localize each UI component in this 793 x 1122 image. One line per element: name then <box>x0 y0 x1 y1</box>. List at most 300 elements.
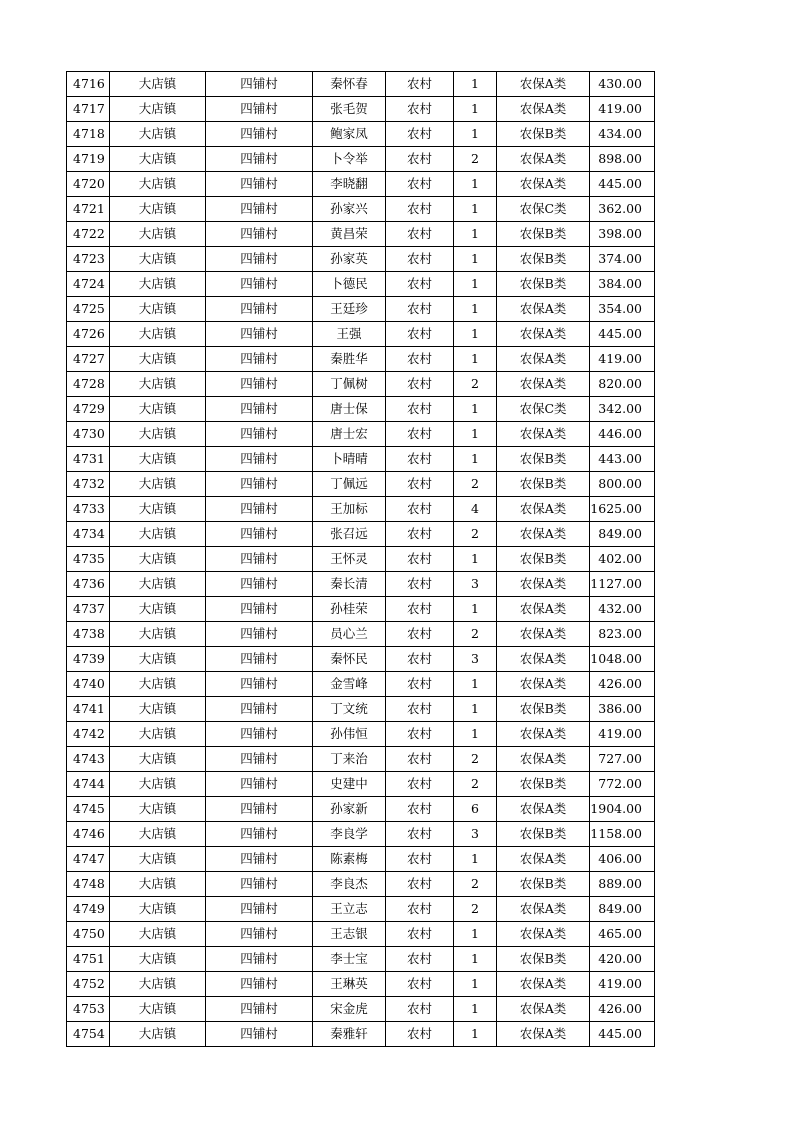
cell-name: 秦怀民 <box>313 647 386 672</box>
cell-row-number: 4728 <box>67 372 110 397</box>
cell-household-size: 2 <box>454 472 497 497</box>
cell-insurance-class: 农保B类 <box>497 472 590 497</box>
cell-name: 张召远 <box>313 522 386 547</box>
cell-amount: 849.00 <box>590 522 655 547</box>
roster-table <box>66 71 655 1047</box>
table-row <box>67 97 655 122</box>
cell-insurance-class: 农保A类 <box>497 72 590 97</box>
cell-row-number: 4737 <box>67 597 110 622</box>
cell-village: 四铺村 <box>206 547 313 572</box>
cell-area-type: 农村 <box>386 297 454 322</box>
cell-insurance-class: 农保A类 <box>497 922 590 947</box>
cell-town: 大店镇 <box>110 472 206 497</box>
cell-village: 四铺村 <box>206 147 313 172</box>
cell-row-number: 4726 <box>67 322 110 347</box>
cell-name: 丁来治 <box>313 747 386 772</box>
table-row <box>67 472 655 497</box>
cell-town: 大店镇 <box>110 172 206 197</box>
cell-town: 大店镇 <box>110 672 206 697</box>
cell-row-number: 4746 <box>67 822 110 847</box>
cell-amount: 772.00 <box>590 772 655 797</box>
cell-amount: 800.00 <box>590 472 655 497</box>
cell-village: 四铺村 <box>206 747 313 772</box>
cell-area-type: 农村 <box>386 422 454 447</box>
cell-insurance-class: 农保A类 <box>497 847 590 872</box>
cell-insurance-class: 农保C类 <box>497 197 590 222</box>
cell-village: 四铺村 <box>206 347 313 372</box>
cell-town: 大店镇 <box>110 997 206 1022</box>
cell-town: 大店镇 <box>110 772 206 797</box>
cell-area-type: 农村 <box>386 172 454 197</box>
cell-row-number: 4751 <box>67 947 110 972</box>
cell-village: 四铺村 <box>206 947 313 972</box>
cell-household-size: 6 <box>454 797 497 822</box>
cell-amount: 342.00 <box>590 397 655 422</box>
cell-row-number: 4735 <box>67 547 110 572</box>
cell-insurance-class: 农保A类 <box>497 997 590 1022</box>
cell-village: 四铺村 <box>206 372 313 397</box>
cell-name: 李良杰 <box>313 872 386 897</box>
cell-name: 丁佩远 <box>313 472 386 497</box>
cell-area-type: 农村 <box>386 947 454 972</box>
cell-amount: 434.00 <box>590 122 655 147</box>
cell-name: 陈素梅 <box>313 847 386 872</box>
cell-name: 宋金虎 <box>313 997 386 1022</box>
cell-name: 丁佩树 <box>313 372 386 397</box>
cell-insurance-class: 农保B类 <box>497 447 590 472</box>
cell-amount: 426.00 <box>590 997 655 1022</box>
cell-village: 四铺村 <box>206 447 313 472</box>
cell-household-size: 3 <box>454 647 497 672</box>
cell-town: 大店镇 <box>110 322 206 347</box>
cell-row-number: 4741 <box>67 697 110 722</box>
table-row <box>67 622 655 647</box>
cell-insurance-class: 农保A类 <box>497 147 590 172</box>
cell-area-type: 农村 <box>386 122 454 147</box>
cell-town: 大店镇 <box>110 822 206 847</box>
cell-name: 唐士宏 <box>313 422 386 447</box>
cell-name: 孙桂荣 <box>313 597 386 622</box>
cell-row-number: 4736 <box>67 572 110 597</box>
cell-insurance-class: 农保B类 <box>497 947 590 972</box>
cell-area-type: 农村 <box>386 997 454 1022</box>
table-row <box>67 972 655 997</box>
cell-town: 大店镇 <box>110 947 206 972</box>
cell-row-number: 4739 <box>67 647 110 672</box>
cell-household-size: 1 <box>454 947 497 972</box>
cell-row-number: 4747 <box>67 847 110 872</box>
cell-row-number: 4725 <box>67 297 110 322</box>
cell-amount: 362.00 <box>590 197 655 222</box>
table-row <box>67 372 655 397</box>
cell-village: 四铺村 <box>206 772 313 797</box>
cell-household-size: 2 <box>454 147 497 172</box>
table-row <box>67 397 655 422</box>
cell-household-size: 3 <box>454 572 497 597</box>
cell-insurance-class: 农保A类 <box>497 172 590 197</box>
cell-amount: 402.00 <box>590 547 655 572</box>
cell-town: 大店镇 <box>110 872 206 897</box>
cell-village: 四铺村 <box>206 397 313 422</box>
cell-village: 四铺村 <box>206 597 313 622</box>
cell-town: 大店镇 <box>110 647 206 672</box>
cell-insurance-class: 农保B类 <box>497 772 590 797</box>
cell-household-size: 1 <box>454 222 497 247</box>
cell-town: 大店镇 <box>110 297 206 322</box>
cell-name: 王琳英 <box>313 972 386 997</box>
cell-row-number: 4717 <box>67 97 110 122</box>
table-row <box>67 722 655 747</box>
cell-insurance-class: 农保A类 <box>497 672 590 697</box>
cell-insurance-class: 农保A类 <box>497 647 590 672</box>
cell-village: 四铺村 <box>206 322 313 347</box>
table-row <box>67 647 655 672</box>
cell-area-type: 农村 <box>386 272 454 297</box>
cell-household-size: 1 <box>454 997 497 1022</box>
cell-row-number: 4727 <box>67 347 110 372</box>
cell-village: 四铺村 <box>206 297 313 322</box>
cell-amount: 443.00 <box>590 447 655 472</box>
cell-village: 四铺村 <box>206 247 313 272</box>
cell-amount: 354.00 <box>590 297 655 322</box>
cell-row-number: 4730 <box>67 422 110 447</box>
cell-amount: 386.00 <box>590 697 655 722</box>
cell-row-number: 4740 <box>67 672 110 697</box>
cell-amount: 465.00 <box>590 922 655 947</box>
table-row <box>67 272 655 297</box>
cell-insurance-class: 农保B类 <box>497 872 590 897</box>
cell-insurance-class: 农保B类 <box>497 822 590 847</box>
roster-table-body <box>67 72 655 1047</box>
cell-insurance-class: 农保A类 <box>497 1022 590 1047</box>
cell-town: 大店镇 <box>110 972 206 997</box>
cell-village: 四铺村 <box>206 172 313 197</box>
cell-household-size: 3 <box>454 822 497 847</box>
cell-household-size: 1 <box>454 672 497 697</box>
cell-area-type: 农村 <box>386 147 454 172</box>
table-row <box>67 997 655 1022</box>
cell-town: 大店镇 <box>110 922 206 947</box>
cell-household-size: 2 <box>454 772 497 797</box>
cell-row-number: 4752 <box>67 972 110 997</box>
cell-town: 大店镇 <box>110 497 206 522</box>
table-row <box>67 672 655 697</box>
cell-insurance-class: 农保A类 <box>497 522 590 547</box>
cell-amount: 398.00 <box>590 222 655 247</box>
cell-household-size: 2 <box>454 747 497 772</box>
table-row <box>67 1022 655 1047</box>
cell-town: 大店镇 <box>110 372 206 397</box>
cell-area-type: 农村 <box>386 447 454 472</box>
cell-insurance-class: 农保B类 <box>497 122 590 147</box>
cell-insurance-class: 农保B类 <box>497 697 590 722</box>
cell-household-size: 1 <box>454 347 497 372</box>
cell-town: 大店镇 <box>110 347 206 372</box>
cell-town: 大店镇 <box>110 272 206 297</box>
cell-town: 大店镇 <box>110 447 206 472</box>
table-row <box>67 922 655 947</box>
cell-insurance-class: 农保B类 <box>497 272 590 297</box>
cell-row-number: 4716 <box>67 72 110 97</box>
cell-insurance-class: 农保A类 <box>497 347 590 372</box>
cell-household-size: 1 <box>454 197 497 222</box>
cell-insurance-class: 农保A类 <box>497 972 590 997</box>
cell-household-size: 1 <box>454 722 497 747</box>
cell-village: 四铺村 <box>206 997 313 1022</box>
table-row <box>67 72 655 97</box>
cell-insurance-class: 农保A类 <box>497 747 590 772</box>
cell-row-number: 4720 <box>67 172 110 197</box>
cell-town: 大店镇 <box>110 122 206 147</box>
cell-household-size: 2 <box>454 372 497 397</box>
cell-village: 四铺村 <box>206 472 313 497</box>
cell-village: 四铺村 <box>206 822 313 847</box>
table-row <box>67 847 655 872</box>
cell-town: 大店镇 <box>110 197 206 222</box>
cell-village: 四铺村 <box>206 197 313 222</box>
cell-name: 鲍家凤 <box>313 122 386 147</box>
table-row <box>67 247 655 272</box>
cell-amount: 1048.00 <box>590 647 655 672</box>
cell-village: 四铺村 <box>206 522 313 547</box>
cell-name: 卜晴晴 <box>313 447 386 472</box>
cell-area-type: 农村 <box>386 922 454 947</box>
cell-town: 大店镇 <box>110 847 206 872</box>
cell-row-number: 4721 <box>67 197 110 222</box>
table-row <box>67 597 655 622</box>
cell-household-size: 1 <box>454 697 497 722</box>
cell-row-number: 4734 <box>67 522 110 547</box>
cell-area-type: 农村 <box>386 72 454 97</box>
cell-household-size: 1 <box>454 922 497 947</box>
cell-name: 孙家新 <box>313 797 386 822</box>
table-row <box>67 347 655 372</box>
table-row <box>67 897 655 922</box>
cell-household-size: 2 <box>454 897 497 922</box>
cell-amount: 445.00 <box>590 1022 655 1047</box>
cell-insurance-class: 农保A类 <box>497 897 590 922</box>
cell-village: 四铺村 <box>206 97 313 122</box>
cell-household-size: 1 <box>454 1022 497 1047</box>
cell-name: 卜令举 <box>313 147 386 172</box>
table-row <box>67 497 655 522</box>
cell-amount: 430.00 <box>590 72 655 97</box>
cell-name: 唐士保 <box>313 397 386 422</box>
cell-town: 大店镇 <box>110 72 206 97</box>
cell-amount: 1158.00 <box>590 822 655 847</box>
cell-area-type: 农村 <box>386 797 454 822</box>
cell-village: 四铺村 <box>206 572 313 597</box>
cell-town: 大店镇 <box>110 522 206 547</box>
cell-name: 李晓翻 <box>313 172 386 197</box>
cell-row-number: 4749 <box>67 897 110 922</box>
cell-amount: 889.00 <box>590 872 655 897</box>
cell-name: 卜德民 <box>313 272 386 297</box>
cell-area-type: 农村 <box>386 572 454 597</box>
table-row <box>67 547 655 572</box>
cell-insurance-class: 农保A类 <box>497 797 590 822</box>
table-row <box>67 872 655 897</box>
cell-town: 大店镇 <box>110 797 206 822</box>
cell-insurance-class: 农保A类 <box>497 497 590 522</box>
cell-town: 大店镇 <box>110 147 206 172</box>
cell-row-number: 4748 <box>67 872 110 897</box>
cell-area-type: 农村 <box>386 1022 454 1047</box>
cell-area-type: 农村 <box>386 222 454 247</box>
cell-row-number: 4731 <box>67 447 110 472</box>
cell-name: 丁文统 <box>313 697 386 722</box>
cell-name: 李良学 <box>313 822 386 847</box>
cell-town: 大店镇 <box>110 747 206 772</box>
cell-row-number: 4742 <box>67 722 110 747</box>
cell-area-type: 农村 <box>386 647 454 672</box>
cell-row-number: 4729 <box>67 397 110 422</box>
cell-insurance-class: 农保C类 <box>497 397 590 422</box>
table-row <box>67 297 655 322</box>
cell-town: 大店镇 <box>110 247 206 272</box>
cell-amount: 419.00 <box>590 972 655 997</box>
cell-amount: 420.00 <box>590 947 655 972</box>
table-row <box>67 772 655 797</box>
cell-village: 四铺村 <box>206 872 313 897</box>
cell-row-number: 4750 <box>67 922 110 947</box>
cell-amount: 384.00 <box>590 272 655 297</box>
cell-village: 四铺村 <box>206 422 313 447</box>
cell-household-size: 2 <box>454 872 497 897</box>
cell-household-size: 1 <box>454 847 497 872</box>
cell-amount: 727.00 <box>590 747 655 772</box>
cell-household-size: 1 <box>454 272 497 297</box>
cell-insurance-class: 农保B类 <box>497 222 590 247</box>
cell-row-number: 4744 <box>67 772 110 797</box>
table-row <box>67 147 655 172</box>
cell-name: 秦长清 <box>313 572 386 597</box>
cell-household-size: 1 <box>454 172 497 197</box>
cell-town: 大店镇 <box>110 97 206 122</box>
cell-area-type: 农村 <box>386 972 454 997</box>
cell-village: 四铺村 <box>206 622 313 647</box>
cell-area-type: 农村 <box>386 547 454 572</box>
cell-name: 秦雅轩 <box>313 1022 386 1047</box>
cell-town: 大店镇 <box>110 547 206 572</box>
cell-name: 黄昌荣 <box>313 222 386 247</box>
cell-town: 大店镇 <box>110 222 206 247</box>
cell-household-size: 2 <box>454 622 497 647</box>
cell-row-number: 4754 <box>67 1022 110 1047</box>
cell-area-type: 农村 <box>386 347 454 372</box>
cell-amount: 820.00 <box>590 372 655 397</box>
cell-household-size: 1 <box>454 972 497 997</box>
table-row <box>67 522 655 547</box>
cell-household-size: 1 <box>454 297 497 322</box>
cell-village: 四铺村 <box>206 672 313 697</box>
cell-area-type: 农村 <box>386 672 454 697</box>
cell-amount: 406.00 <box>590 847 655 872</box>
table-row <box>67 697 655 722</box>
cell-row-number: 4732 <box>67 472 110 497</box>
cell-area-type: 农村 <box>386 822 454 847</box>
cell-town: 大店镇 <box>110 422 206 447</box>
cell-name: 王廷珍 <box>313 297 386 322</box>
cell-household-size: 1 <box>454 72 497 97</box>
cell-village: 四铺村 <box>206 222 313 247</box>
cell-row-number: 4743 <box>67 747 110 772</box>
cell-town: 大店镇 <box>110 897 206 922</box>
cell-village: 四铺村 <box>206 722 313 747</box>
cell-area-type: 农村 <box>386 247 454 272</box>
cell-insurance-class: 农保B类 <box>497 247 590 272</box>
cell-village: 四铺村 <box>206 497 313 522</box>
cell-household-size: 1 <box>454 597 497 622</box>
cell-row-number: 4733 <box>67 497 110 522</box>
cell-amount: 898.00 <box>590 147 655 172</box>
cell-row-number: 4738 <box>67 622 110 647</box>
cell-village: 四铺村 <box>206 922 313 947</box>
table-row <box>67 322 655 347</box>
table-row <box>67 447 655 472</box>
cell-amount: 849.00 <box>590 897 655 922</box>
cell-row-number: 4718 <box>67 122 110 147</box>
cell-insurance-class: 农保A类 <box>497 422 590 447</box>
cell-insurance-class: 农保A类 <box>497 572 590 597</box>
cell-insurance-class: 农保A类 <box>497 372 590 397</box>
cell-area-type: 农村 <box>386 872 454 897</box>
cell-name: 金雪峰 <box>313 672 386 697</box>
cell-amount: 419.00 <box>590 347 655 372</box>
cell-area-type: 农村 <box>386 522 454 547</box>
cell-row-number: 4723 <box>67 247 110 272</box>
cell-insurance-class: 农保A类 <box>497 597 590 622</box>
cell-amount: 823.00 <box>590 622 655 647</box>
cell-insurance-class: 农保A类 <box>497 297 590 322</box>
cell-household-size: 1 <box>454 447 497 472</box>
table-row <box>67 197 655 222</box>
cell-insurance-class: 农保A类 <box>497 622 590 647</box>
cell-household-size: 1 <box>454 322 497 347</box>
cell-name: 史建中 <box>313 772 386 797</box>
cell-household-size: 4 <box>454 497 497 522</box>
cell-insurance-class: 农保A类 <box>497 722 590 747</box>
cell-insurance-class: 农保A类 <box>497 322 590 347</box>
cell-insurance-class: 农保B类 <box>497 547 590 572</box>
cell-area-type: 农村 <box>386 472 454 497</box>
table-row <box>67 222 655 247</box>
cell-town: 大店镇 <box>110 572 206 597</box>
cell-area-type: 农村 <box>386 322 454 347</box>
table-row <box>67 172 655 197</box>
cell-household-size: 1 <box>454 97 497 122</box>
cell-area-type: 农村 <box>386 497 454 522</box>
cell-name: 王怀灵 <box>313 547 386 572</box>
cell-household-size: 1 <box>454 547 497 572</box>
cell-town: 大店镇 <box>110 722 206 747</box>
cell-village: 四铺村 <box>206 697 313 722</box>
cell-household-size: 1 <box>454 122 497 147</box>
cell-amount: 1625.00 <box>590 497 655 522</box>
cell-amount: 426.00 <box>590 672 655 697</box>
table-row <box>67 947 655 972</box>
cell-name: 王强 <box>313 322 386 347</box>
table-row <box>67 422 655 447</box>
cell-amount: 419.00 <box>590 97 655 122</box>
cell-village: 四铺村 <box>206 72 313 97</box>
cell-row-number: 4745 <box>67 797 110 822</box>
table-row <box>67 747 655 772</box>
cell-name: 王志银 <box>313 922 386 947</box>
cell-amount: 374.00 <box>590 247 655 272</box>
cell-name: 李士宝 <box>313 947 386 972</box>
cell-row-number: 4722 <box>67 222 110 247</box>
